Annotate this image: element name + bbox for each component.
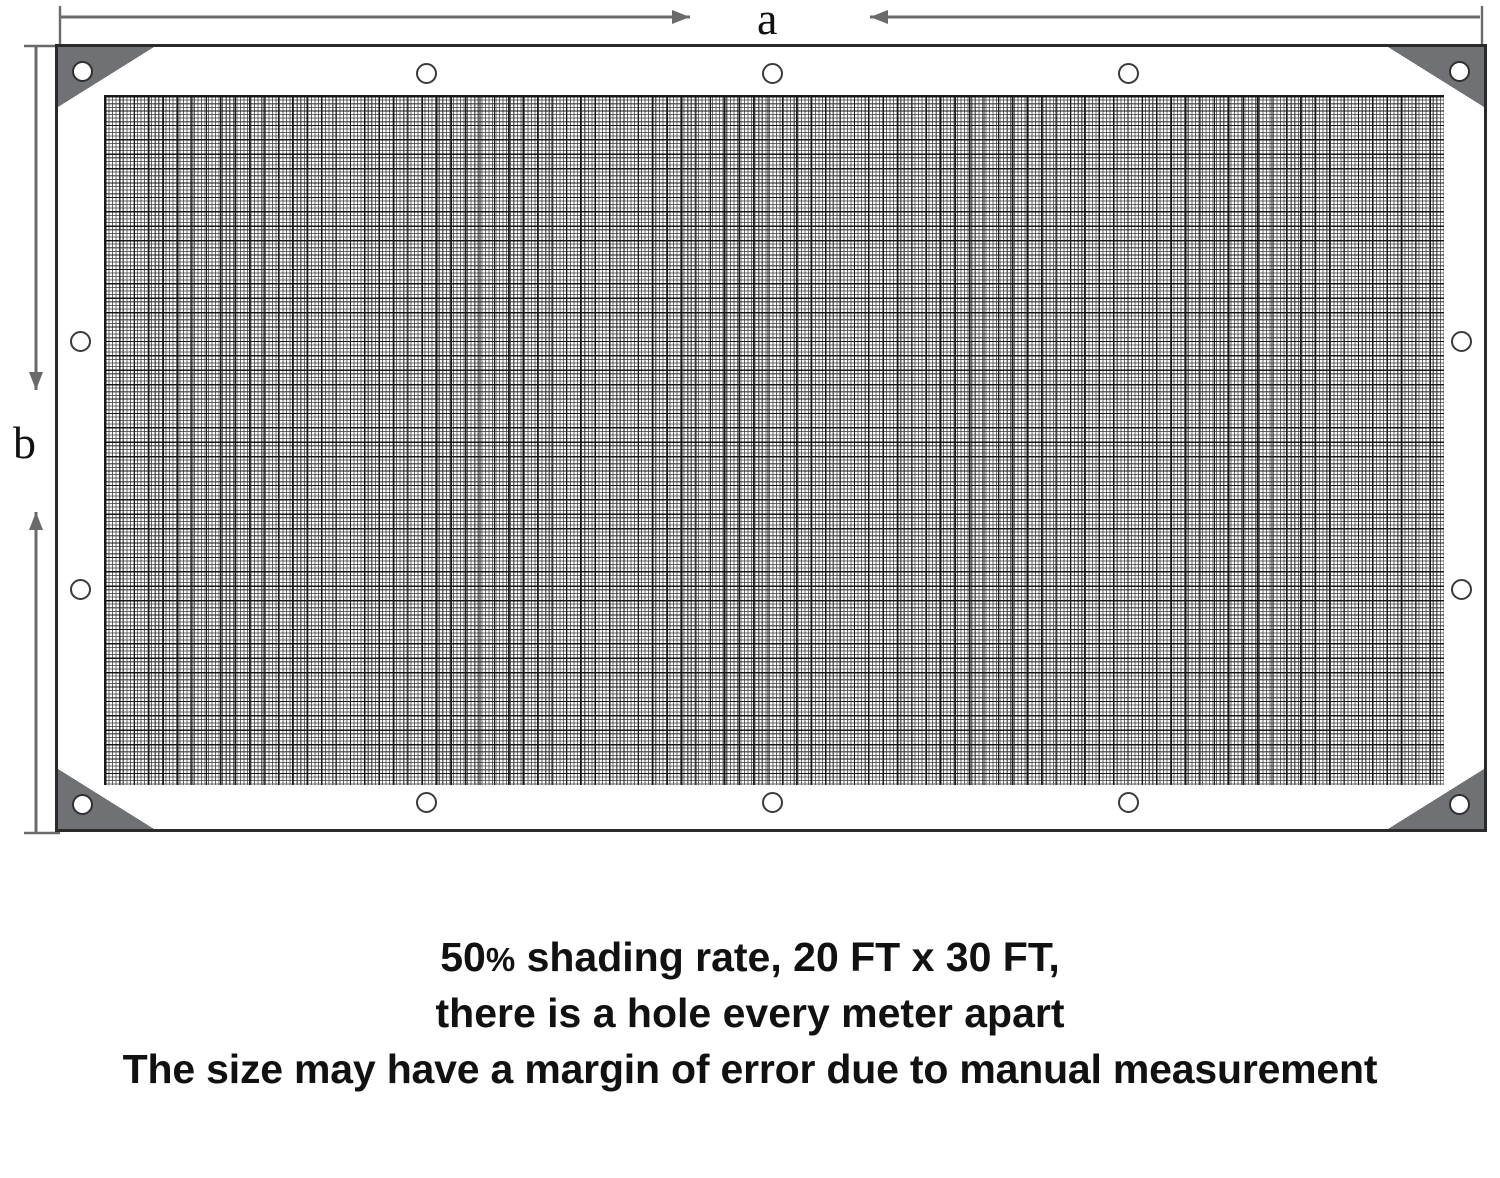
shade-cloth-mesh xyxy=(104,95,1444,785)
arrow-head-left xyxy=(870,10,888,24)
grommet-left-1 xyxy=(70,331,91,352)
height-dimension-label: b xyxy=(13,417,36,468)
grommet-corner-bottom-right xyxy=(1449,794,1470,815)
width-dimension-label: a xyxy=(757,0,778,44)
grommet-bottom-2 xyxy=(762,792,783,813)
grommet-bottom-1 xyxy=(416,792,437,813)
caption-line-1 xyxy=(0,930,1500,986)
percent-symbol: % xyxy=(485,941,516,978)
caption-block xyxy=(0,930,1500,1097)
caption-shading-value: 50 xyxy=(440,934,486,980)
caption-size-text: shading rate, 20 FT x 30 FT, xyxy=(515,934,1060,980)
grommet-top-1 xyxy=(416,63,437,84)
grommet-left-2 xyxy=(70,579,91,600)
caption-line-2: there is a hole every meter apart xyxy=(435,989,1065,1036)
arrow-head-up xyxy=(29,512,43,530)
grommet-right-1 xyxy=(1451,331,1472,352)
grommet-corner-bottom-left xyxy=(72,794,93,815)
grommet-top-2 xyxy=(762,63,783,84)
grommet-top-3 xyxy=(1118,63,1139,84)
arrow-head-right xyxy=(672,10,690,24)
arrow-head-down xyxy=(29,372,43,390)
caption-line-3: The size may have a margin of error due to manual measurement xyxy=(122,1045,1378,1092)
grommet-right-2 xyxy=(1451,579,1472,600)
grommet-bottom-3 xyxy=(1118,792,1139,813)
grommet-corner-top-left xyxy=(72,61,93,82)
grommet-corner-top-right xyxy=(1449,61,1470,82)
shade-cloth-panel xyxy=(55,44,1487,832)
